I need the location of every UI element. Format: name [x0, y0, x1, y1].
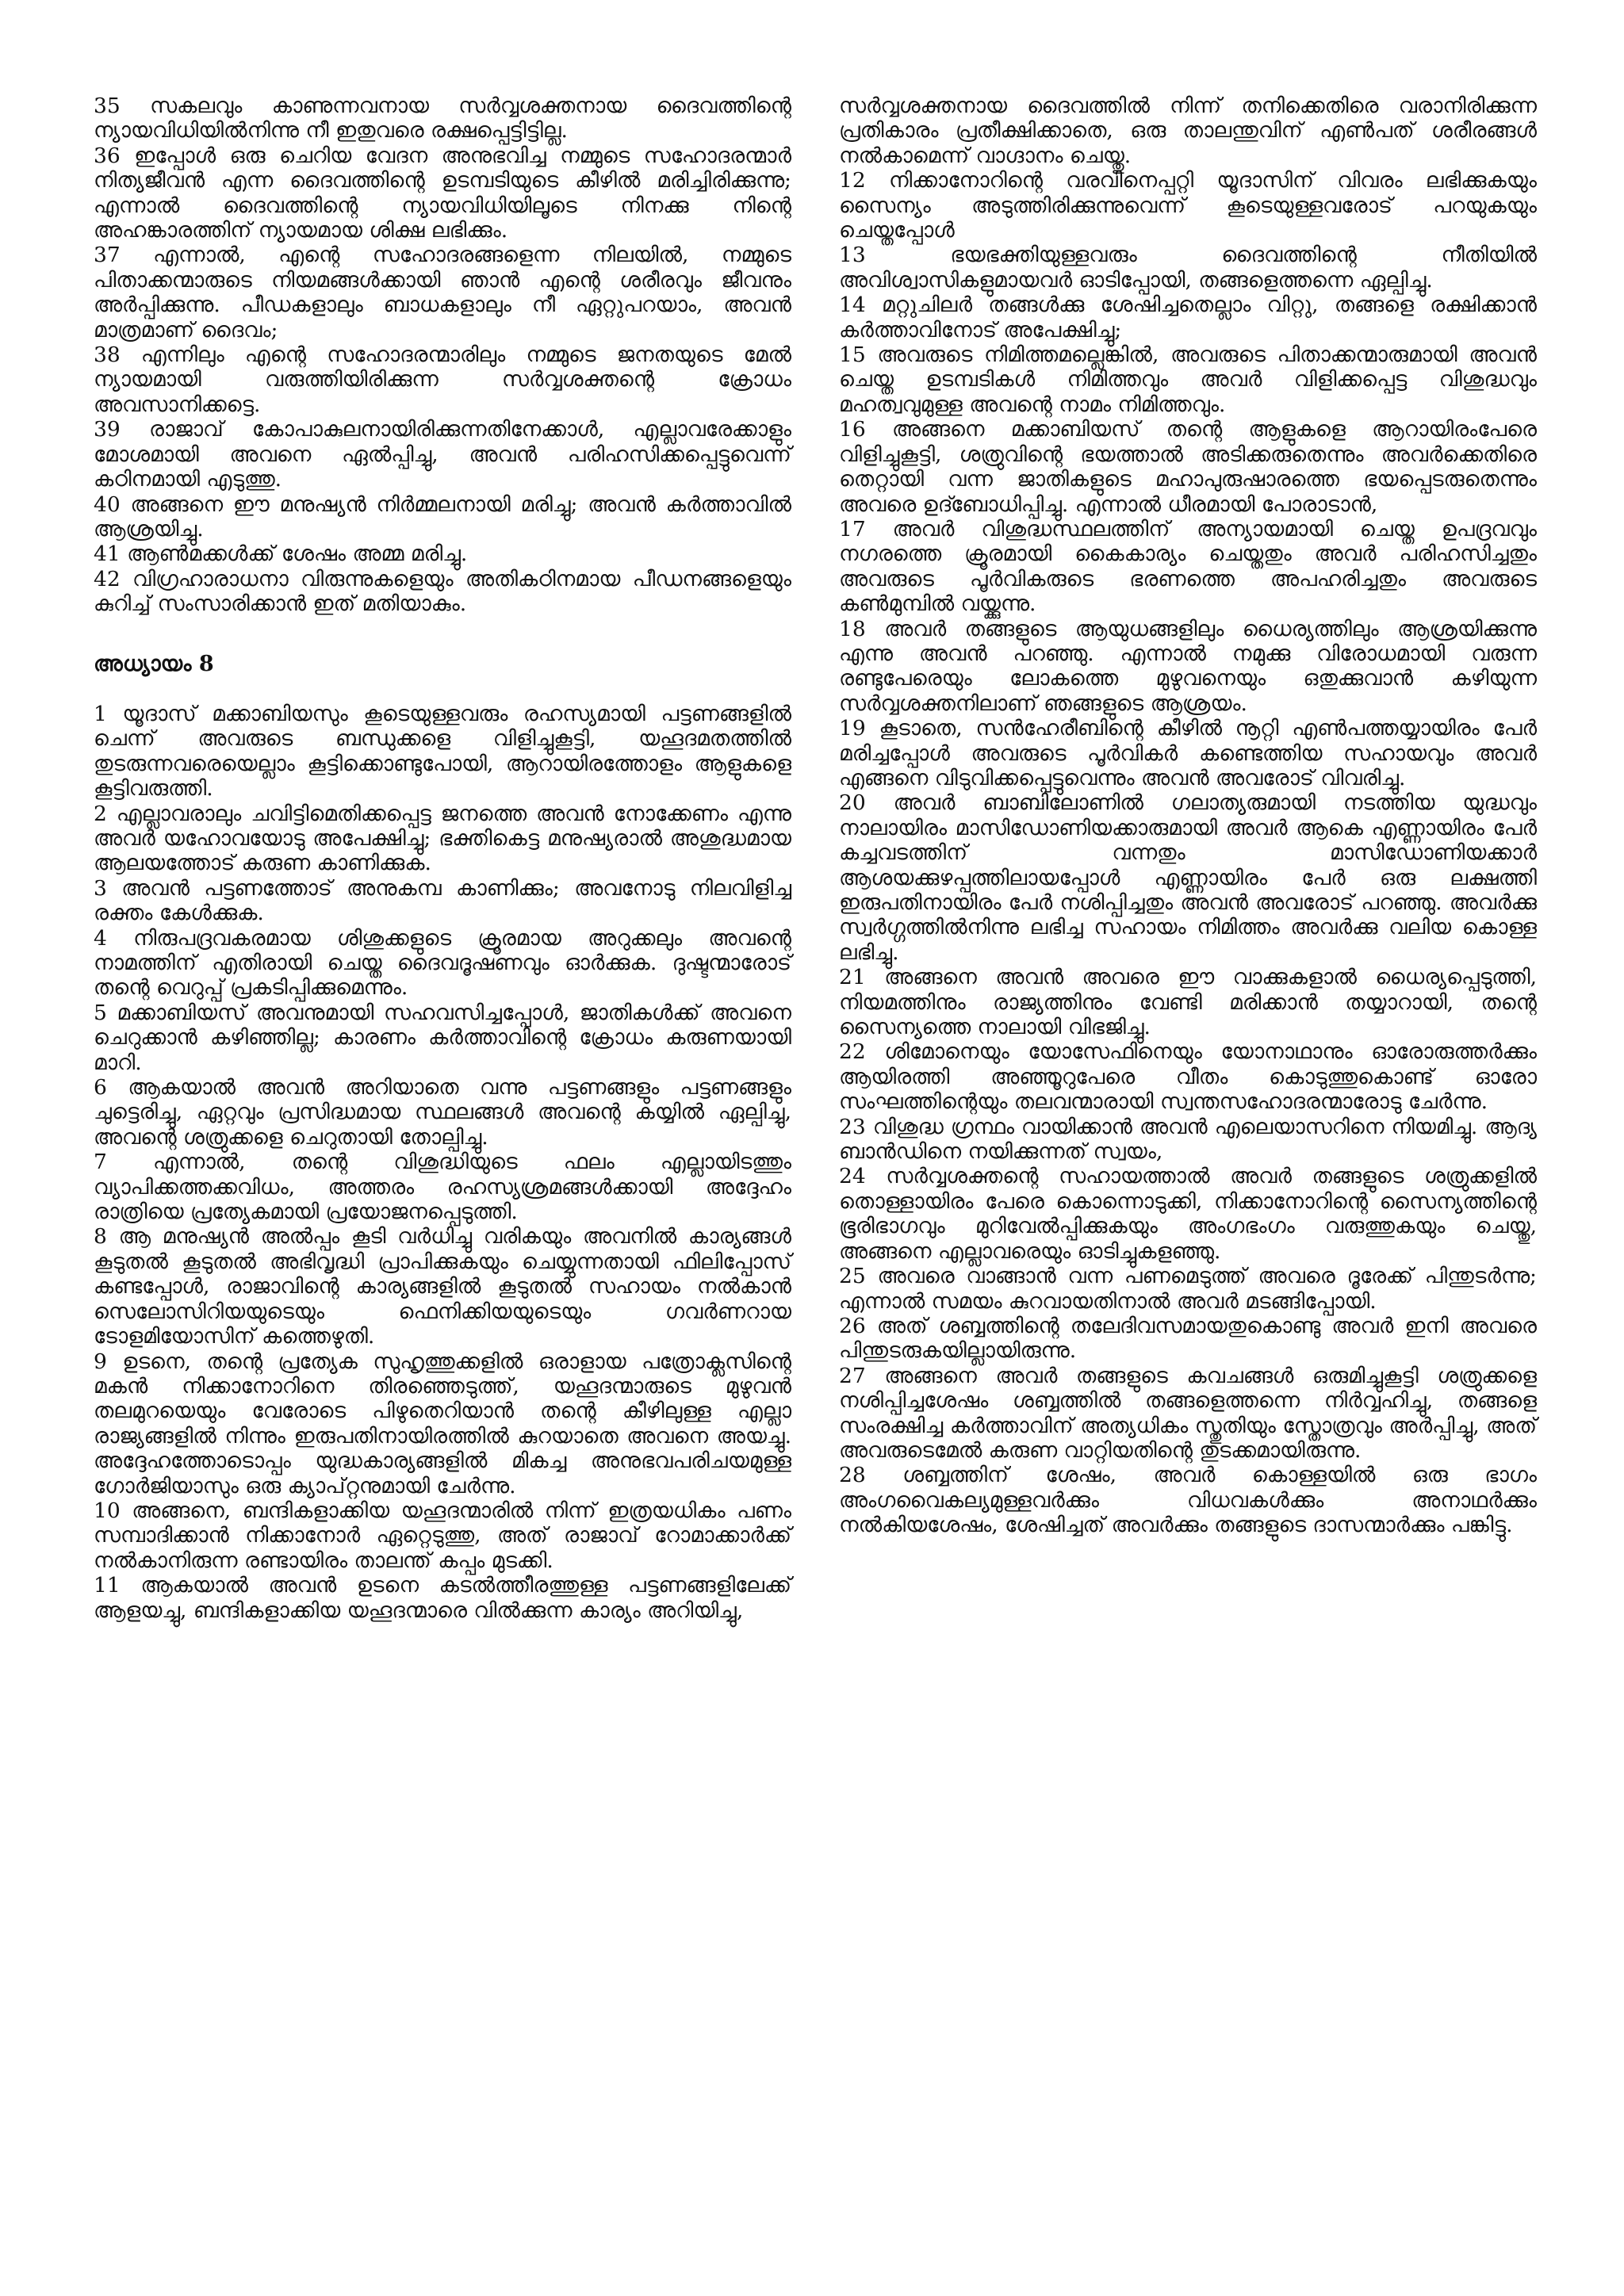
verse: 27 അങ്ങനെ അവർ തങ്ങളുടെ കവചങ്ങൾ ഒരുമിച്ചുകൂട്ടി ശത്രുക്കളെ നശിപ്പിച്ചശേഷം ശബ്ബത്തിൽ തങ്ങളെത്തന്നെ നിർവ്വഹിച്ചു, തങ്ങളെ സംരക്ഷിച്ച കർത്താവിന് അത്യധികം സ്തുതിയും സ്തോത്രവും അർപ്പിച്ചു, അത് അവരുടെമേൽ കരുണ വാറ്റിയതിന്റെ തുടക്കമായിരുന്നു.: [839, 1363, 1537, 1463]
verse: 3 അവൻ പട്ടണത്തോട് അനുകമ്പ കാണിക്കും; അവനോടു നിലവിളിച്ച രക്തം കേൾക്കുക.: [94, 875, 791, 926]
verse: 23 വിശുദ്ധ ഗ്രന്ഥം വായിക്കാൻ അവൻ എലെയാസറിനെ നിയമിച്ചു. ആദ്യ ബാൻഡിനെ നയിക്കുന്നത് സ്വയം,: [839, 1114, 1537, 1165]
verse: 39 രാജാവ് കോപാകുലനായിരിക്കുന്നതിനേക്കാൾ, എല്ലാവരേക്കാളും മോശമായി അവനെ ഏൽപ്പിച്ചു, അവൻ പരിഹസിക്കപ്പെട്ടുവെന്ന് കഠിനമായി എടുത്തു.: [94, 417, 791, 492]
verse: സർവ്വശക്തനായ ദൈവത്തിൽ നിന്ന് തനിക്കെതിരെ വരാനിരിക്കുന്ന പ്രതികാരം പ്രതീക്ഷിക്കാതെ, ഒരു താലന്തുവിന് എൺപത് ശരീരങ്ങൾ നൽകാമെന്ന് വാഗ്ദാനം ചെയ്തു.: [839, 94, 1537, 168]
verse: 9 ഉടനെ, തന്റെ പ്രത്യേക സുഹൃത്തുക്കളിൽ ഒരാളായ പത്രോക്ലസിന്റെ മകൻ നിക്കാനോറിനെ തിരഞ്ഞെടുത്ത്, യഹൂദന്മാരുടെ മുഴുവൻ തലമുറയെയും വേരോടെ പിഴുതെറിയാൻ തന്റെ കീഴിലുള്ള എല്ലാ രാജ്യങ്ങളിൽ നിന്നും ഇരുപതിനായിരത്തിൽ കുറയാതെ അവനെ അയച്ചു. അദ്ദേഹത്തോടൊപ്പം യുദ്ധകാര്യങ്ങളിൽ മികച്ച അനുഭവപരിചയമുള്ള ഗോർജിയാസും ഒരു ക്യാപ്റ്റനുമായി ചേർന്നു.: [94, 1349, 791, 1498]
left-column: [94, 94, 791, 1623]
verse: 38 എന്നിലും എന്റെ സഹോദരന്മാരിലും നമ്മുടെ ജനതയുടെ മേൽ ന്യായമായി വരുത്തിയിരിക്കുന്ന സർവ്വശക്തന്റെ ക്രോധം അവസാനിക്കട്ടെ.: [94, 342, 791, 417]
verse: 4 നിരുപദ്രവകരമായ ശിശുക്കളുടെ ക്രൂരമായ അറുക്കലും അവന്റെ നാമത്തിന് എതിരായി ചെയ്ത ദൈവദൂഷണവും ഓർക്കുക. ദുഷ്ടന്മാരോട് തന്റെ വെറുപ്പ് പ്രകടിപ്പിക്കുമെന്നും.: [94, 925, 791, 1001]
verse: 10 അങ്ങനെ, ബന്ദികളാക്കിയ യഹൂദന്മാരിൽ നിന്ന് ഇത്രയധികം പണം സമ്പാദിക്കാൻ നിക്കാനോർ ഏറ്റെടുത്തു, അത് രാജാവ് റോമാക്കാർക്ക് നൽകാനിരുന്ന രണ്ടായിരം താലന്ത് കപ്പം മുടക്കി.: [94, 1498, 791, 1573]
verse: 20 അവർ ബാബിലോണിൽ ഗലാത്യരുമായി നടത്തിയ യുദ്ധവും നാലായിരം മാസിഡോണിയക്കാരുമായി അവർ ആകെ എണ്ണായിരം പേർ കച്ചവടത്തിന് വന്നതും മാസിഡോണിയക്കാർ ആശയക്കുഴപ്പത്തിലായപ്പോൾ എണ്ണായിരം പേർ ഒരു ലക്ഷത്തി ഇരുപതിനായിരം പേർ നശിപ്പിച്ചതും അവൻ അവരോട് പറഞ്ഞു. അവർക്കു സ്വർഗ്ഗത്തിൽനിന്നു ലഭിച്ച സഹായം നിമിത്തം അവർക്കു വലിയ കൊള്ള ലഭിച്ചു.: [839, 790, 1537, 965]
verse: 24 സർവ്വശക്തന്റെ സഹായത്താൽ അവർ തങ്ങളുടെ ശത്രുക്കളിൽ തൊള്ളായിരം പേരെ കൊന്നൊടുക്കി, നിക്കാനോറിന്റെ സൈന്യത്തിന്റെ ഭൂരിഭാഗവും മുറിവേൽപ്പിക്കുകയും അംഗഭംഗം വരുത്തുകയും ചെയ്തു, അങ്ങനെ എല്ലാവരെയും ഓടിച്ചുകളഞ്ഞു.: [839, 1164, 1537, 1264]
verse: 5 മക്കാബിയസ് അവനുമായി സഹവസിച്ചപ്പോൾ, ജാതികൾക്ക് അവനെ ചെറുക്കാൻ കഴിഞ്ഞില്ല; കാരണം കർത്താവിന്റെ ക്രോധം കരുണയായി മാറി.: [94, 1000, 791, 1075]
right-column: [839, 94, 1537, 1538]
verse: 11 ആകയാൽ അവൻ ഉടനെ കടൽത്തീരത്തുള്ള പട്ടണങ്ങളിലേക്ക് ആളയച്ചു, ബന്ദികളാക്കിയ യഹൂദന്മാരെ വിൽക്കുന്ന കാര്യം അറിയിച്ചു,: [94, 1573, 791, 1623]
verse: 35 സകലവും കാണുന്നവനായ സർവ്വശക്തനായ ദൈവത്തിന്റെ ന്യായവിധിയിൽനിന്നു നീ ഇതുവരെ രക്ഷപ്പെട്ടിട്ടില്ല.: [94, 94, 791, 144]
verse: 6 ആകയാൽ അവൻ അറിയാതെ വന്നു പട്ടണങ്ങളും പട്ടണങ്ങളും ചുട്ടെരിച്ചു, ഏറ്റവും പ്രസിദ്ധമായ സ്ഥലങ്ങൾ അവന്റെ കയ്യിൽ ഏല്പിച്ചു, അവന്റെ ശത്രുക്കളെ ചെറുതായി തോല്പിച്ചു.: [94, 1075, 791, 1150]
chapter-heading: അധ്യായം 8: [94, 651, 214, 676]
verse: 42 വിഗ്രഹാരാധനാ വിരുന്നുകളെയും അതികഠിനമായ പീഡനങ്ങളെയും കുറിച്ച് സംസാരിക്കാൻ ഇത് മതിയാകും.: [94, 566, 791, 617]
verse: 2 എല്ലാവരാലും ചവിട്ടിമെതിക്കപ്പെട്ട ജനത്തെ അവൻ നോക്കേണം എന്നു അവർ യഹോവയോടു അപേക്ഷിച്ചു; ഭക്തികെട്ട മനുഷ്യരാൽ അശുദ്ധമായ ആലയത്തോട് കരുണ കാണിക്കുക.: [94, 801, 791, 876]
verse: 22 ശിമോനെയും യോസേഫിനെയും യോനാഥാനും ഓരോരുത്തർക്കും ആയിരത്തി അഞ്ഞൂറുപേരെ വീതം കൊടുത്തുകൊണ്ട് ഓരോ സംഘത്തിന്റെയും തലവന്മാരായി സ്വന്തസഹോദരന്മാരോടു ചേർന്നു.: [839, 1039, 1537, 1115]
verse: 15 അവരുടെ നിമിത്തമല്ലെങ്കിൽ, അവരുടെ പിതാക്കന്മാരുമായി അവൻ ചെയ്ത ഉടമ്പടികൾ നിമിത്തവും അവർ വിളിക്കപ്പെട്ട വിശുദ്ധവും മഹത്വവുമുള്ള അവന്റെ നാമം നിമിത്തവും.: [839, 342, 1537, 417]
verse: 18 അവർ തങ്ങളുടെ ആയുധങ്ങളിലും ധൈര്യത്തിലും ആശ്രയിക്കുന്നു എന്നു അവൻ പറഞ്ഞു. എന്നാൽ നമുക്കു വിരോധമായി വരുന്ന രണ്ടുപേരെയും ലോകത്തെ മുഴുവനെയും ഒതുക്കുവാൻ കഴിയുന്ന സർവ്വശക്തനിലാണ് ഞങ്ങളുടെ ആശ്രയം.: [839, 616, 1537, 716]
verse: 7 എന്നാൽ, തന്റെ വിശുദ്ധിയുടെ ഫലം എല്ലായിടത്തും വ്യാപിക്കത്തക്കവിധം, അത്തരം രഹസ്യശ്രമങ്ങൾക്കായി അദ്ദേഹം രാത്രിയെ പ്രത്യേകമായി പ്രയോജനപ്പെടുത്തി.: [94, 1150, 791, 1225]
verse: 37 എന്നാൽ, എന്റെ സഹോദരങ്ങളെന്ന നിലയിൽ, നമ്മുടെ പിതാക്കന്മാരുടെ നിയമങ്ങൾക്കായി ഞാൻ എന്റെ ശരീരവും ജീവനും അർപ്പിക്കുന്നു. പീഡകളാലും ബാധകളാലും നീ ഏറ്റുപറയാം, അവൻ മാത്രമാണ് ദൈവം;: [94, 243, 791, 342]
verse: 17 അവർ വിശുദ്ധസ്ഥലത്തിന് അന്യായമായി ചെയ്ത ഉപദ്രവവും നഗരത്തെ ക്രൂരമായി കൈകാര്യം ചെയ്തതും അവർ പരിഹസിച്ചതും അവരുടെ പൂർവികരുടെ ഭരണത്തെ അപഹരിച്ചതും അവരുടെ കൺമുമ്പിൽ വയ്ക്കുന്നു.: [839, 516, 1537, 617]
verse: 28 ശബ്ബത്തിന് ശേഷം, അവർ കൊള്ളയിൽ ഒരു ഭാഗം അംഗവൈകല്യമുള്ളവർക്കും വിധവകൾക്കും അനാഥർക്കും നൽകിയശേഷം, ശേഷിച്ചത് അവർക്കും തങ്ങളുടെ ദാസന്മാർക്കും പങ്കിട്ടു.: [839, 1463, 1537, 1538]
verse: 41 ആൺമക്കൾക്ക് ശേഷം അമ്മ മരിച്ചു.: [94, 541, 468, 567]
verse: 16 അങ്ങനെ മക്കാബിയസ് തന്റെ ആളുകളെ ആറായിരംപേരെ വിളിച്ചുകൂട്ടി, ശത്രുവിന്റെ ഭയത്താൽ അടിക്കരുതെന്നും അവർക്കെതിരെ തെറ്റായി വന്ന ജാതികളുടെ മഹാപുരുഷാരത്തെ ഭയപ്പെടരുതെന്നും അവരെ ഉദ്ബോധിപ്പിച്ചു. എന്നാൽ ധീരമായി പോരാടാൻ,: [839, 417, 1537, 517]
verse: 14 മറ്റുചിലർ തങ്ങൾക്കു ശേഷിച്ചതെല്ലാം വിറ്റു, തങ്ങളെ രക്ഷിക്കാൻ കർത്താവിനോട് അപേക്ഷിച്ചു;: [839, 293, 1537, 342]
verse: 8 ആ മനുഷ്യൻ അൽപ്പം കൂടി വർധിച്ചു വരികയും അവനിൽ കാര്യങ്ങൾ കൂടുതൽ കൂടുതൽ അഭിവൃദ്ധി പ്രാപിക്കുകയും ചെയ്യുന്നതായി ഫിലിപ്പോസ് കണ്ടപ്പോൾ, രാജാവിന്റെ കാര്യങ്ങളിൽ കൂടുതൽ സഹായം നൽകാൻ സെലോസിറിയയുടെയും ഫെനിക്കിയയുടെയും ഗവർണറായ ടോളമിയോസിന് കത്തെഴുതി.: [94, 1224, 791, 1349]
verse: 19 കൂടാതെ, സൻഹേരീബിന്റെ കീഴിൽ നൂറ്റി എൺപത്തയ്യായിരം പേർ മരിച്ചപ്പോൾ അവരുടെ പൂർവികർ കണ്ടെത്തിയ സഹായവും അവർ എങ്ങനെ വിടുവിക്കപ്പെട്ടുവെന്നും അവൻ അവരോട് വിവരിച്ചു.: [839, 716, 1537, 790]
verse: 1 യൂദാസ് മക്കാബിയസും കൂടെയുള്ളവരും രഹസ്യമായി പട്ടണങ്ങളിൽ ചെന്ന് അവരുടെ ബന്ധുക്കളെ വിളിച്ചുകൂട്ടി, യഹൂദമതത്തിൽ തുടരുന്നവരെയെല്ലാം കൂട്ടിക്കൊണ്ടുപോയി, ആറായിരത്തോളം ആളുകളെ കൂട്ടിവരുത്തി.: [94, 701, 791, 802]
verse: 21 അങ്ങനെ അവൻ അവരെ ഈ വാക്കുകളാൽ ധൈര്യപ്പെടുത്തി, നിയമത്തിനും രാജ്യത്തിനും വേണ്ടി മരിക്കാൻ തയ്യാറായി, തന്റെ സൈന്യത്തെ നാലായി വിഭജിച്ചു.: [839, 965, 1537, 1040]
verse: 36 ഇപ്പോൾ ഒരു ചെറിയ വേദന അനുഭവിച്ച നമ്മുടെ സഹോദരന്മാർ നിത്യജീവൻ എന്ന ദൈവത്തിന്റെ ഉടമ്പടിയുടെ കീഴിൽ മരിച്ചിരിക്കുന്നു; എന്നാൽ ദൈവത്തിന്റെ ന്യായവിധിയിലൂടെ നിനക്കു നിന്റെ അഹങ്കാരത്തിന് ന്യായമായ ശിക്ഷ ലഭിക്കും.: [94, 143, 791, 243]
verse: 25 അവരെ വാങ്ങാൻ വന്ന പണമെടുത്ത് അവരെ ദൂരേക്ക് പിന്തുടർന്നു; എന്നാൽ സമയം കുറവായതിനാൽ അവർ മടങ്ങിപ്പോയി.: [839, 1264, 1537, 1314]
verse: 12 നിക്കാനോറിന്റെ വരവിനെപ്പറ്റി യൂദാസിന് വിവരം ലഭിക്കുകയും സൈന്യം അടുത്തിരിക്കുന്നുവെന്ന് കൂടെയുള്ളവരോട് പറയുകയും ചെയ്തപ്പോൾ: [839, 168, 1537, 243]
verse: 26 അത് ശബ്ബത്തിന്റെ തലേദിവസമായതുകൊണ്ടു അവർ ഇനി അവരെ പിന്തുടരുകയില്ലായിരുന്നു.: [839, 1313, 1537, 1364]
verse: 40 അങ്ങനെ ഈ മനുഷ്യൻ നിർമ്മലനായി മരിച്ചു; അവൻ കർത്താവിൽ ആശ്രയിച്ചു.: [94, 492, 791, 541]
verse: 13 ഭയഭക്തിയുള്ളവരും ദൈവത്തിന്റെ നീതിയിൽ അവിശ്വാസികളുമായവർ ഓടിപ്പോയി, തങ്ങളെത്തന്നെ ഏല്പിച്ചു.: [839, 243, 1537, 293]
